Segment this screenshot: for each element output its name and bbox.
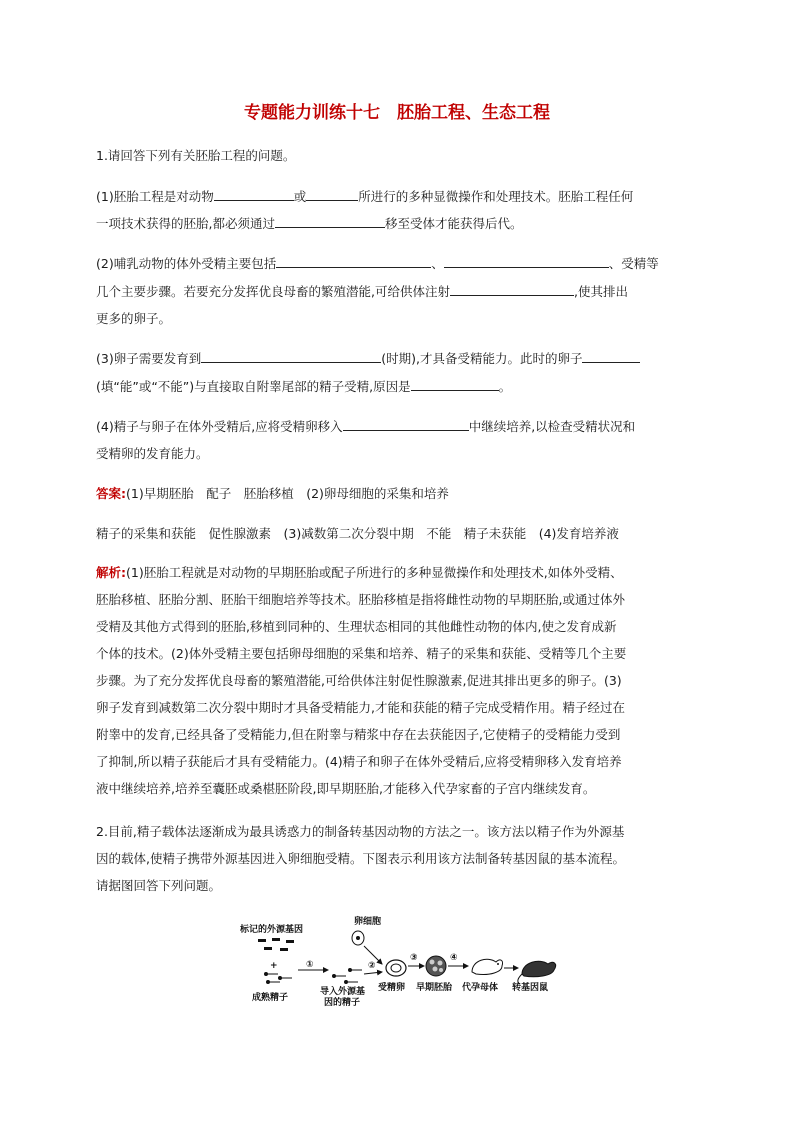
q1-stem: 1.请回答下列有关胚胎工程的问题。 [96, 148, 296, 163]
analysis-line4: 个体的技术。(2)体外受精主要包括卵母细胞的采集和培养、精子的采集和获能、受精等几个主要 [96, 646, 627, 661]
analysis-line6: 卵子发育到减数第二次分裂中期时才具备受精能力,才能和获能的精子完成受精作用。精子经过在 [96, 700, 625, 715]
q1-part3-line2: (填“能”或“不能”)与直接取自附睾尾部的精子受精,原因是 。 [96, 379, 512, 394]
egg-cell-icon [352, 931, 364, 945]
sperm-icon [264, 972, 292, 984]
label-zygote: 受精卵 [378, 983, 406, 993]
q1-part4-line2: 受精卵的发育能力。 [96, 446, 209, 461]
blank-4[interactable] [276, 255, 431, 268]
step-4-label: ④ [450, 953, 458, 963]
blank-8[interactable] [582, 350, 640, 363]
blank-6[interactable] [450, 283, 574, 296]
answer-label: 答案: [96, 486, 126, 501]
plus-sign: + [270, 961, 278, 971]
early-embryo-icon [426, 956, 446, 976]
analysis-label: 解析: [96, 565, 126, 580]
label-surrogate-mother: 代孕母体 [462, 983, 499, 993]
blank-7[interactable] [201, 350, 381, 363]
label-mature-sperm: 成熟精子 [252, 993, 289, 1003]
step-2-label: ② [368, 961, 376, 971]
step-1-label: ① [306, 960, 314, 970]
blank-9[interactable] [411, 378, 499, 391]
page-title: 专题能力训练十七 胚胎工程、生态工程 [244, 103, 550, 123]
analysis-line8: 了抑制,所以精子获能后才具有受精能力。(4)精子和卵子在体外受精后,应将受精卵移入发育培养 [96, 754, 622, 769]
transgenic-mouse-flow-diagram [236, 912, 566, 1012]
analysis-line2: 胚胎移植、胚胎分割、胚胎干细胞培养等技术。胚胎移植是指将雌性动物的早期胚胎,或通过体外 [96, 592, 625, 607]
label-labeled-gene: 标记的外源基因 [240, 925, 304, 935]
blank-5[interactable] [444, 255, 609, 268]
label-early-embryo: 早期胚胎 [416, 983, 453, 993]
blank-3[interactable] [275, 215, 385, 228]
analysis-line1: 解析:(1)胚胎工程就是对动物的早期胚胎或配子所进行的多种显微操作和处理技术,如体外受精、 [96, 565, 623, 580]
q1-part3-line1: (3)卵子需要发育到 (时期),才具备受精能力。此时的卵子 [96, 350, 640, 367]
analysis-line3: 受精及其他方式得到的胚胎,移植到同种的、生理状态相同的其他雌性动物的体内,使之发育成新 [96, 619, 617, 634]
analysis-line5: 步骤。为了充分发挥优良母畜的繁殖潜能,可给供体注射促性腺激素,促进其排出更多的卵子。(3) [96, 673, 622, 688]
q1-part2-line2: 几个主要步骤。若要充分发挥优良母畜的繁殖潜能,可给供体注射 ,使其排出 [96, 284, 628, 299]
q1-part2-line3: 更多的卵子。 [96, 311, 172, 326]
blank-1[interactable] [214, 188, 294, 201]
step-3-label: ③ [410, 953, 418, 963]
q1-part4-line1: (4)精子与卵子在体外受精后,应将受精卵移入 中继续培养,以检查受精状况和 [96, 419, 636, 434]
q2-line2: 因的载体,使精子携带外源基因进入卵细胞受精。下图表示利用该方法制备转基因鼠的基本流程。 [96, 851, 625, 866]
surrogate-mouse-icon [472, 959, 503, 974]
q1-part1-line2: 一项技术获得的胚胎,都必须通过 移至受体才能获得后代。 [96, 216, 523, 231]
blank-2[interactable] [306, 188, 358, 201]
q2-line3: 请据图回答下列问题。 [96, 878, 222, 893]
transgenic-mouse-icon [518, 961, 556, 984]
label-transgenic-mouse: 转基因鼠 [512, 983, 549, 993]
blank-10[interactable] [343, 418, 469, 431]
q1-part1-line1: (1)胚胎工程是对动物 或 所进行的多种显微操作和处理技术。胚胎工程任何 [96, 189, 634, 204]
zygote-icon [386, 960, 406, 976]
analysis-line7: 附睾中的发育,已经具备了受精能力,但在附睾与精浆中存在去获能因子,它使精子的受精能力受到 [96, 727, 621, 742]
analysis-line9: 液中继续培养,培养至囊胚或桑椹胚阶段,即早期胚胎,才能移入代孕家畜的子宫内继续发育。 [96, 781, 596, 796]
q1-part2-line1: (2)哺乳动物的体外受精主要包括 、 、受精等 [96, 256, 659, 271]
loaded-sperm-icon [332, 968, 362, 984]
label-imported-sperm-1: 导入外源基 [320, 987, 366, 997]
gene-fragments-icon [258, 938, 294, 951]
label-imported-sperm-2: 因的精子 [324, 998, 361, 1008]
q2-line1: 2.目前,精子载体法逐渐成为最具诱惑力的制备转基因动物的方法之一。该方法以精子作为外源基 [96, 824, 625, 839]
arrow-step-2 [364, 972, 382, 974]
answer-line2: 精子的采集和获能 促性腺激素 (3)减数第二次分裂中期 不能 精子未获能 (4)发育培养液 [96, 526, 619, 541]
answer-line1: 答案:(1)早期胚胎 配子 胚胎移植 (2)卵母细胞的采集和培养 [96, 486, 449, 501]
label-egg-cell: 卵细胞 [354, 917, 382, 927]
